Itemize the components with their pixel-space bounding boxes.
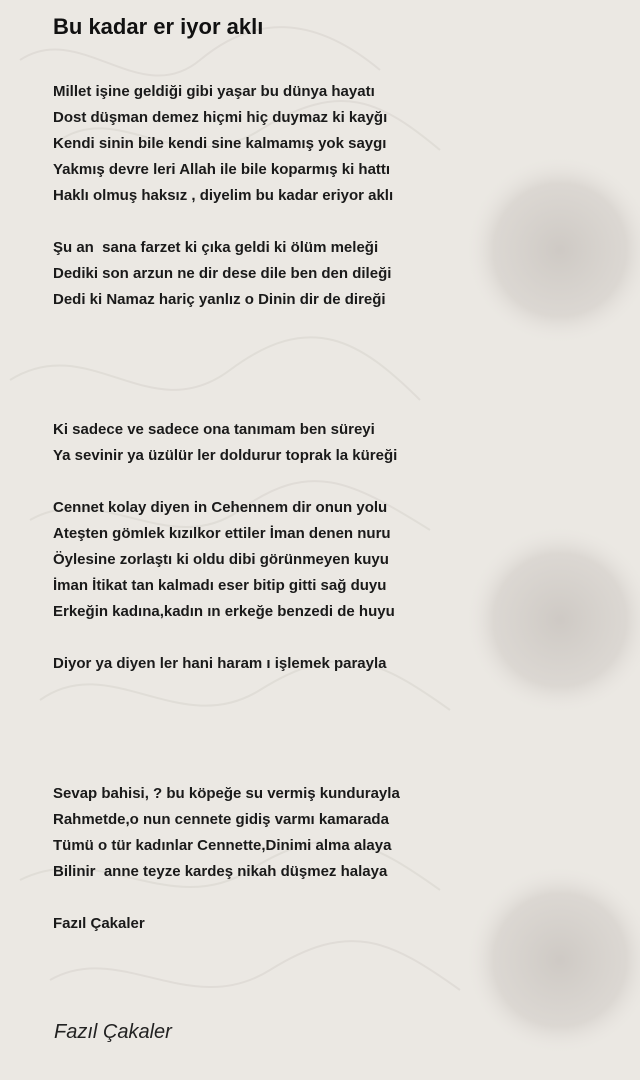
stanza-gap <box>53 885 613 911</box>
poem-line: Sevap bahisi, ? bu köpeğe su vermiş kundurayla <box>53 785 400 802</box>
poem-line: Millet işine geldiği gibi yaşar bu dünya hayatı <box>53 83 375 100</box>
poem-line: Cennet kolay diyen in Cehennem dir onun yolu <box>53 499 388 516</box>
stanza-gap <box>53 391 613 417</box>
poem-line: Haklı olmuş haksız , diyelim bu kadar eriyor aklı <box>53 187 394 204</box>
stanza-gap <box>53 703 613 729</box>
poem-line: Tümü o tür kadınlar Cennette,Dinimi alma alaya <box>53 837 392 854</box>
poem-body <box>53 79 613 937</box>
stanza-gap <box>53 729 613 755</box>
poem-line: Dost düşman demez hiçmi hiç duymaz ki kayğı <box>53 109 388 126</box>
stanza-gap <box>53 209 613 235</box>
poem-line: Dedi ki Namaz hariç yanlız o Dinin dir de direği <box>53 291 386 308</box>
poem-line: İman İtikat tan kalmadı eser bitip gitti sağ duyu <box>53 577 387 594</box>
poem-line: Ya sevinir ya üzülür ler doldurur toprak la küreği <box>53 447 398 464</box>
poem-signature: Fazıl Çakaler <box>54 1021 172 1043</box>
stanza-gap <box>53 625 613 651</box>
poem-line: Rahmetde,o nun cennete gidiş varmı kamarada <box>53 811 389 828</box>
poem-line: Ateşten gömlek kızılkor ettiler İman denen nuru <box>53 525 391 542</box>
stanza-gap <box>53 313 613 339</box>
poem-line: Fazıl Çakaler <box>53 915 145 932</box>
poem-line: Bilinir anne teyze kardeş nikah düşmez halaya <box>53 863 388 880</box>
stanza-gap <box>53 469 613 495</box>
poem-line: Diyor ya diyen ler hani haram ı işlemek parayla <box>53 655 387 672</box>
stanza-gap <box>53 677 613 703</box>
stanza-gap <box>53 755 613 781</box>
poem-line: Ki sadece ve sadece ona tanımam ben süreyi <box>53 421 375 438</box>
poem-line: Erkeğin kadına,kadın ın erkeğe benzedi de huyu <box>53 603 395 620</box>
stanza-gap <box>53 365 613 391</box>
poem-line: Yakmış devre leri Allah ile bile koparmış ki hattı <box>53 161 391 178</box>
poem-line: Kendi sinin bile kendi sine kalmamış yok saygı <box>53 135 387 152</box>
poem-line: Dediki son arzun ne dir dese dile ben den dileği <box>53 265 392 282</box>
poem-line: Şu an sana farzet ki çıka geldi ki ölüm meleği <box>53 239 379 256</box>
poem-line: Öylesine zorlaştı ki oldu dibi görünmeyen kuyu <box>53 551 389 568</box>
poem-title: Bu kadar er iyor aklı <box>53 14 264 39</box>
stanza-gap <box>53 339 613 365</box>
